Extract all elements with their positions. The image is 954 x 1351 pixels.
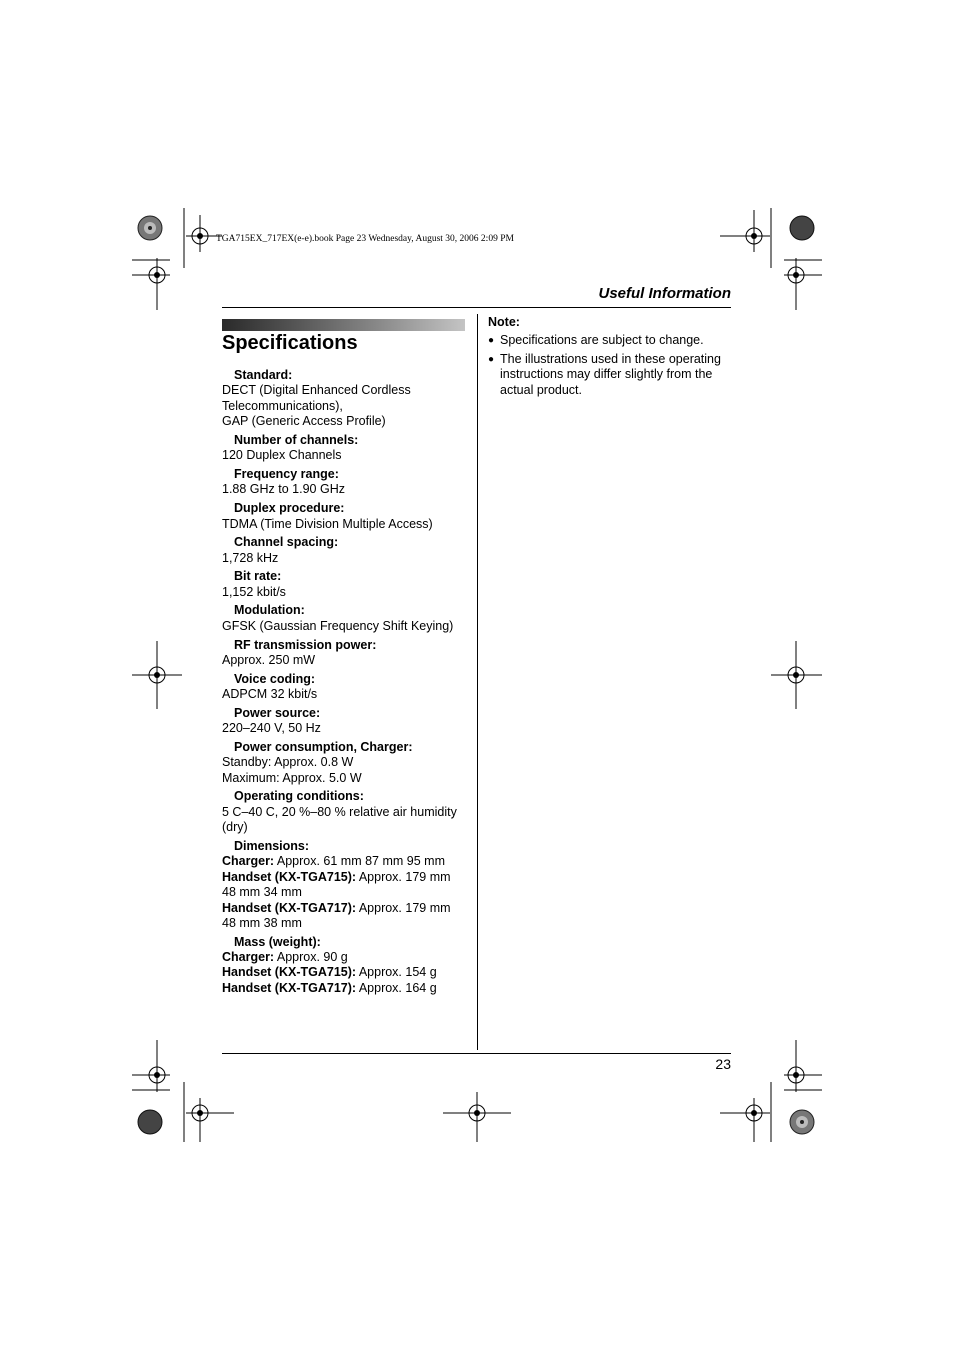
page-number: 23 xyxy=(715,1056,731,1072)
spec-value-text: Telecommunications), xyxy=(222,398,343,413)
spec-label: Voice coding: xyxy=(234,671,316,686)
section-header: Useful Information xyxy=(598,285,731,302)
spec-value xyxy=(222,585,472,600)
spec-label: Modulation: xyxy=(234,603,305,618)
spec-item xyxy=(222,433,472,464)
spec-label: Power consumption, Charger: xyxy=(234,739,413,754)
title-gradient-bar xyxy=(222,319,465,331)
spec-label: RF transmission power: xyxy=(234,637,377,652)
spec-value xyxy=(222,414,472,429)
bullet-icon: ● xyxy=(488,353,495,365)
spec-value xyxy=(222,755,472,770)
spec-value-text: Approx. 154 g xyxy=(356,965,437,980)
spec-value xyxy=(222,820,472,835)
spec-value-text: 220–240 V, 50 Hz xyxy=(222,721,321,736)
spec-label: Bit rate: xyxy=(234,569,282,584)
spec-value-label: Charger: xyxy=(222,950,275,965)
spec-label: Mass (weight): xyxy=(234,934,321,949)
spec-value-text: Approx. 164 g xyxy=(356,980,437,995)
spec-value-text: Approx. 250 mW xyxy=(222,652,316,667)
spec-value-text: 120 Duplex Channels xyxy=(222,448,342,463)
spec-label: Power source: xyxy=(234,705,321,720)
note-item xyxy=(488,333,733,348)
spec-value xyxy=(222,399,472,414)
spec-item xyxy=(222,569,472,600)
bullet-icon: ● xyxy=(488,335,495,347)
spec-value-text: GAP (Generic Access Profile) xyxy=(222,414,386,429)
spec-value xyxy=(222,448,472,463)
spec-item xyxy=(222,603,472,634)
spec-value-label: Handset (KX-TGA715): xyxy=(222,965,357,980)
spec-label: Standard: xyxy=(234,368,293,382)
spec-item xyxy=(222,467,472,498)
spec-item xyxy=(222,638,472,669)
spec-item xyxy=(222,935,472,997)
spec-value-text: (dry) xyxy=(222,820,248,835)
spec-value xyxy=(222,981,472,996)
spec-value xyxy=(222,771,472,786)
spec-value-text: 1,728 kHz xyxy=(222,550,279,565)
column-divider xyxy=(477,314,478,1050)
spec-item xyxy=(222,672,472,703)
spec-value xyxy=(222,721,472,736)
spec-label: Frequency range: xyxy=(234,467,339,482)
spec-value-text: Approx. 179 mm xyxy=(356,900,451,915)
spec-value-text: 1.88 GHz to 1.90 GHz xyxy=(222,482,345,497)
spec-value xyxy=(222,885,472,900)
spec-value xyxy=(222,950,472,965)
spec-value xyxy=(222,687,472,702)
spec-value-text: 48 mm 34 mm xyxy=(222,885,302,900)
note-text: The illustrations used in these operating instructions may differ slightly from the actual product. xyxy=(500,351,721,397)
spec-item xyxy=(222,535,472,566)
spec-value xyxy=(222,854,472,869)
spec-value xyxy=(222,551,472,566)
spec-value xyxy=(222,517,472,532)
spec-label: Channel spacing: xyxy=(234,535,339,550)
print-job-info: TGA715EX_717EX(e-e).book Page 23 Wednesday, August 30, 2006 2:09 PM xyxy=(216,234,514,244)
spec-value-text: GFSK (Gaussian Frequency Shift Keying) xyxy=(222,618,454,633)
spec-value-label: Handset (KX-TGA715): xyxy=(222,869,357,884)
spec-value-label: Handset (KX-TGA717): xyxy=(222,980,357,995)
spec-value-text: Standby: Approx. 0.8 W xyxy=(222,755,354,770)
spec-item xyxy=(222,706,472,737)
spec-item xyxy=(222,501,472,532)
spec-value xyxy=(222,870,472,885)
spec-label: Duplex procedure: xyxy=(234,501,345,516)
spec-value-text: TDMA (Time Division Multiple Access) xyxy=(222,516,433,531)
spec-value xyxy=(222,482,472,497)
spec-value xyxy=(222,901,472,916)
page-title: Specifications xyxy=(222,332,358,354)
spec-value-text: ADPCM 32 kbit/s xyxy=(222,687,318,702)
spec-value-label: Charger: xyxy=(222,854,275,869)
note-text: Specifications are subject to change. xyxy=(500,333,704,348)
spec-value-text: Approx. 90 g xyxy=(274,950,348,965)
spec-value-text: Maximum: Approx. 5.0 W xyxy=(222,770,362,785)
spec-label: Dimensions: xyxy=(234,838,310,853)
spec-value xyxy=(222,965,472,980)
spec-item xyxy=(222,368,472,430)
spec-value xyxy=(222,916,472,931)
spec-value xyxy=(222,653,472,668)
spec-item xyxy=(222,740,472,786)
spec-value-text: DECT (Digital Enhanced Cordless xyxy=(222,383,411,398)
spec-list xyxy=(222,368,472,1000)
note-section xyxy=(488,315,733,401)
spec-item xyxy=(222,789,472,835)
spec-value xyxy=(222,383,472,398)
spec-item xyxy=(222,839,472,931)
spec-value-text: Approx. 179 mm xyxy=(356,869,451,884)
spec-value xyxy=(222,805,472,820)
footer-rule xyxy=(222,1053,731,1054)
spec-label: Number of channels: xyxy=(234,432,359,447)
spec-value-text: 1,152 kbit/s xyxy=(222,584,286,599)
spec-value-text: Approx. 61 mm 87 mm 95 mm xyxy=(274,854,445,869)
spec-value-text: 5 C–40 C, 20 %–80 % relative air humidity xyxy=(222,804,457,819)
header-rule xyxy=(222,307,731,308)
spec-label: Operating conditions: xyxy=(234,789,364,804)
note-item xyxy=(488,352,733,398)
spec-value-text: 48 mm 38 mm xyxy=(222,915,302,930)
spec-value xyxy=(222,619,472,634)
note-label: Note: xyxy=(488,315,520,329)
spec-value-label: Handset (KX-TGA717): xyxy=(222,900,357,915)
